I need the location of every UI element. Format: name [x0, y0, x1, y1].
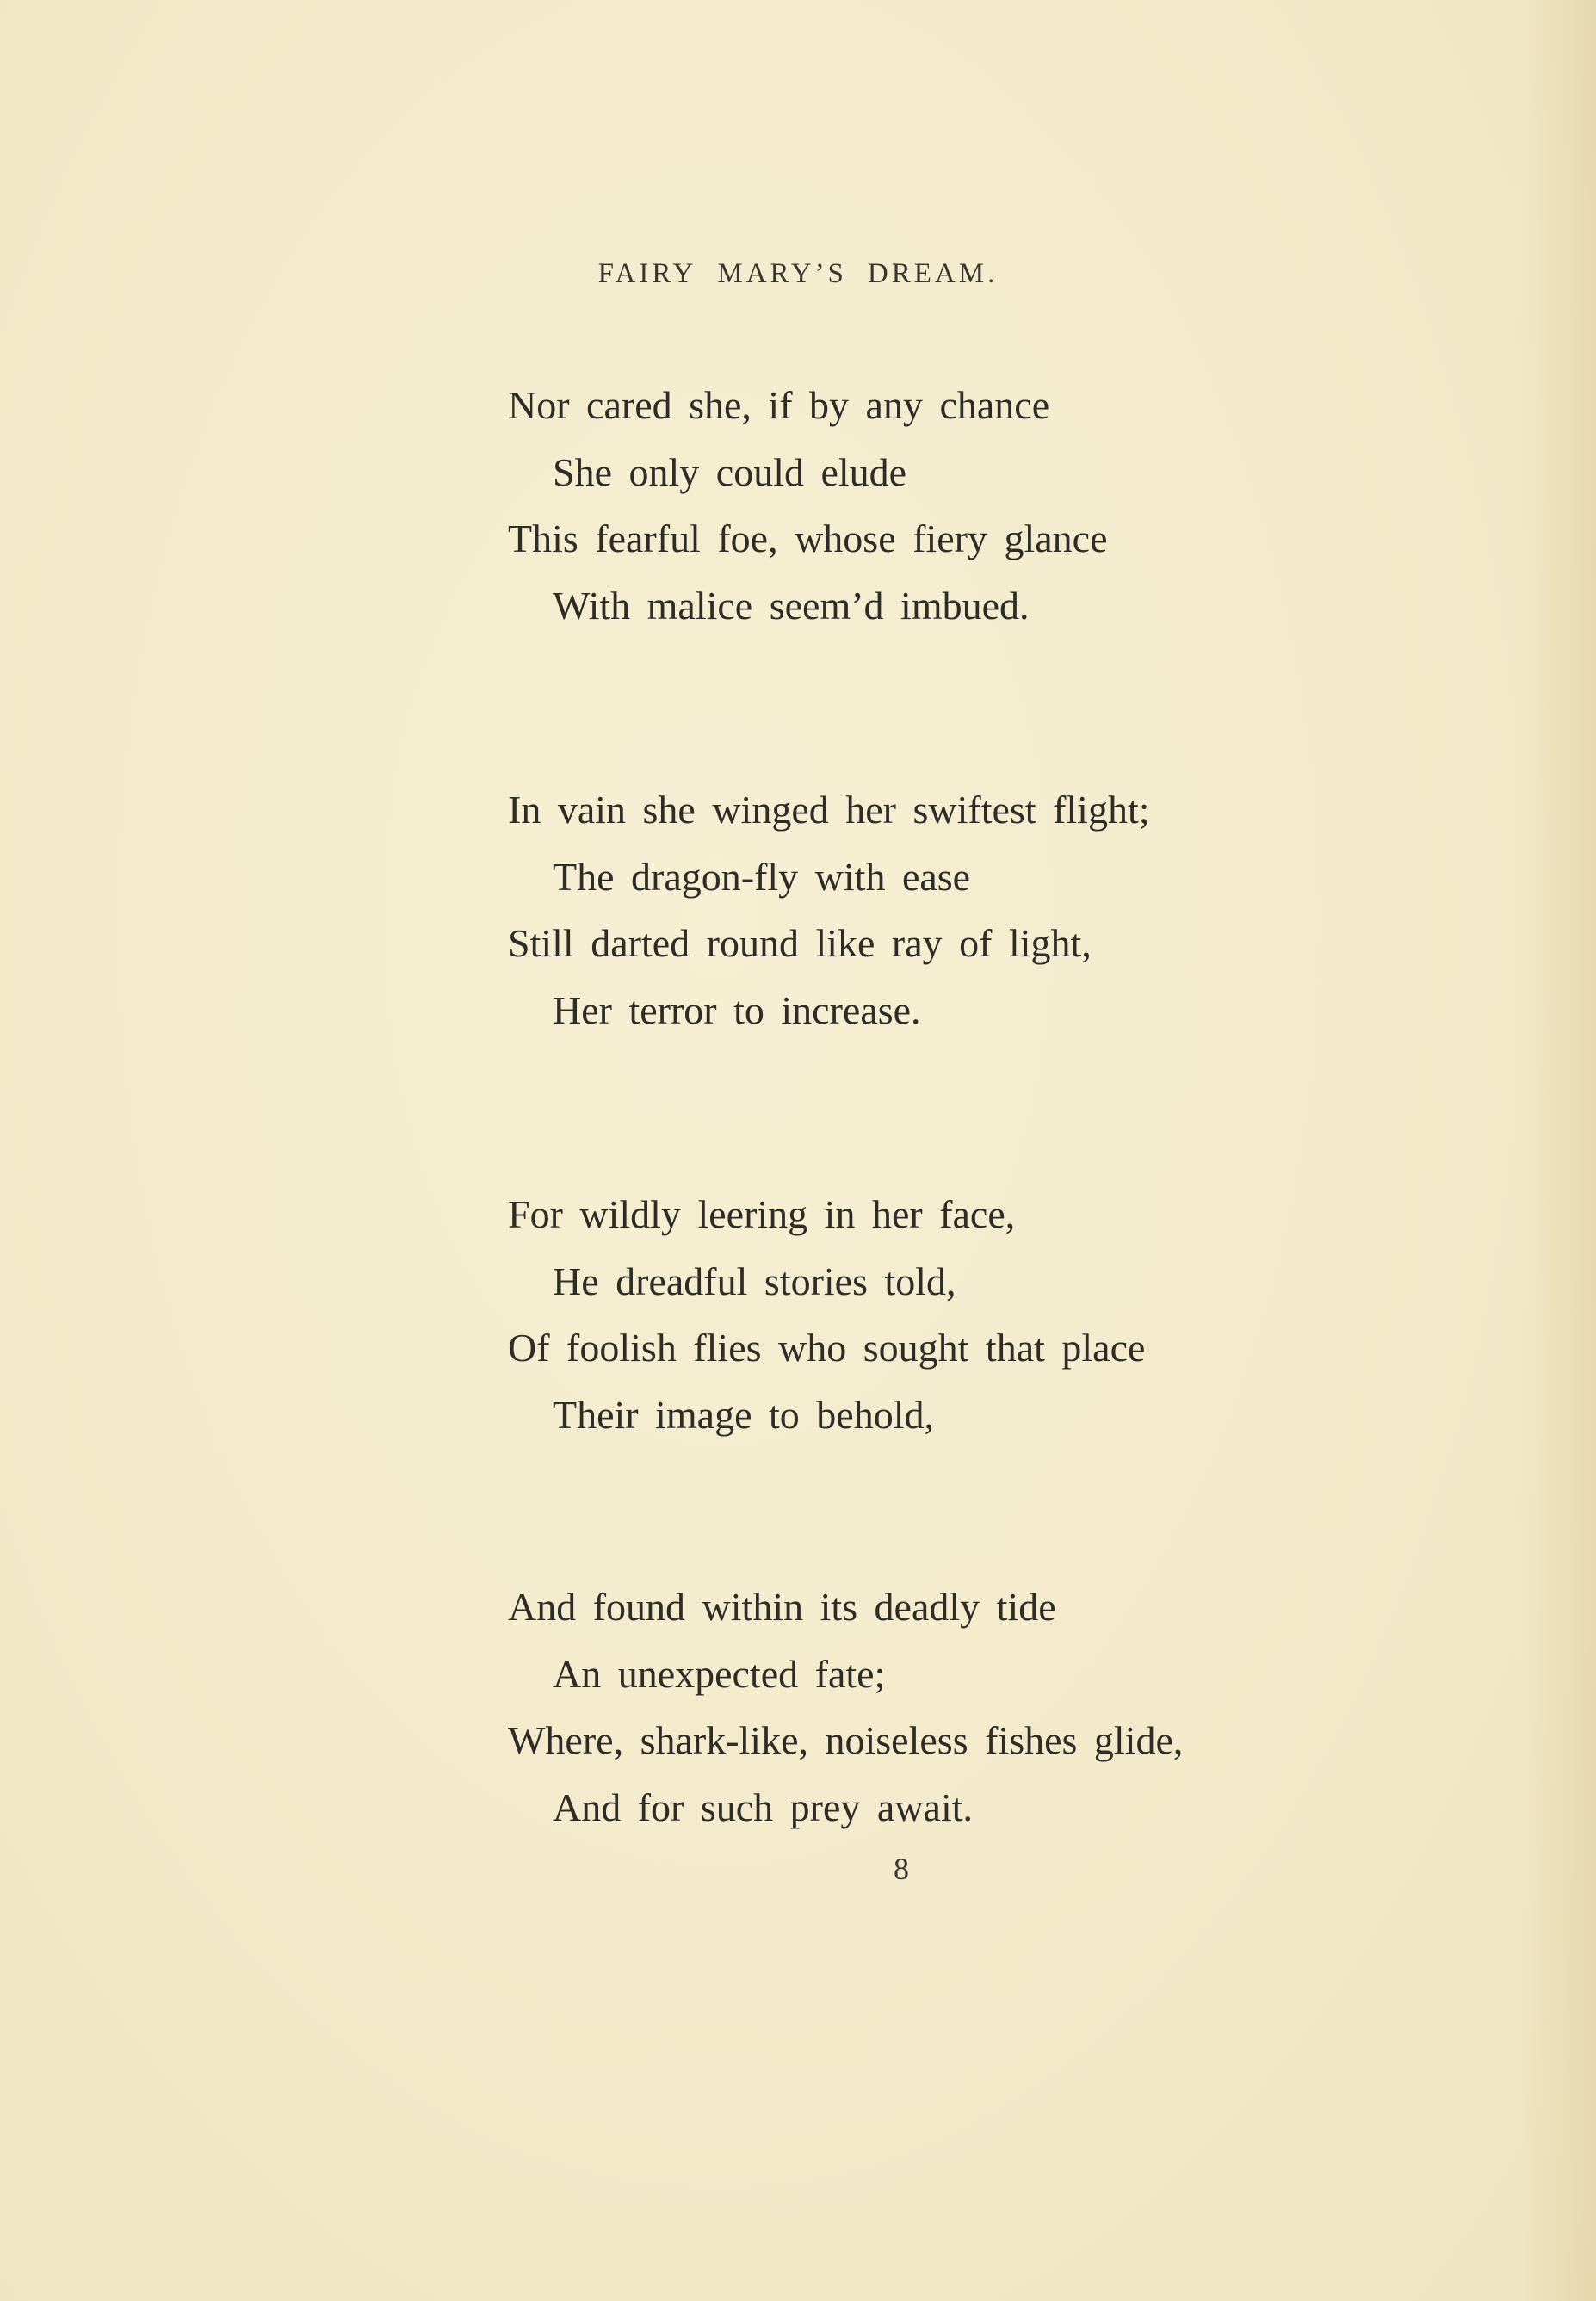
- running-head: [0, 258, 1596, 290]
- verse-line: The dragon-fly with ease: [553, 854, 971, 899]
- stanza-2: [508, 776, 1369, 1043]
- verse-line: Nor cared she, if by any chance: [508, 383, 1050, 427]
- stanza-1: [508, 372, 1369, 639]
- verse-line: He dreadful stories told,: [553, 1259, 956, 1303]
- stanza-3: [508, 1181, 1369, 1448]
- verse-line: She only could elude: [553, 449, 907, 494]
- verse-line: And found within its deadly tide: [508, 1585, 1056, 1629]
- running-head-word: MARY’S: [717, 258, 847, 289]
- verse-line: Her terror to increase.: [553, 987, 921, 1032]
- page-edge-shading: [1519, 0, 1596, 2301]
- verse-line: Where, shark-like, noiseless fishes glide,: [508, 1718, 1184, 1762]
- verse-line: Of foolish flies who sought that place: [508, 1326, 1146, 1370]
- verse-line: Still darted round like ray of light,: [508, 921, 1092, 965]
- verse-line: And for such prey await.: [553, 1785, 974, 1829]
- page-number: 8: [894, 1852, 909, 1886]
- verse-line: For wildly leering in her face,: [508, 1192, 1016, 1236]
- verse-line: An unexpected fate;: [553, 1651, 886, 1696]
- verse-line: With malice seem’d imbued.: [553, 583, 1030, 628]
- running-head-word: FAIRY: [597, 258, 697, 289]
- running-head-word: DREAM.: [867, 258, 999, 289]
- verse-line: In vain she winged her swiftest flight;: [508, 788, 1150, 832]
- stanza-4: [508, 1574, 1369, 1840]
- verse-line: This fearful foe, whose fiery glance: [508, 516, 1108, 560]
- verse-line: Their image to behold,: [553, 1392, 934, 1437]
